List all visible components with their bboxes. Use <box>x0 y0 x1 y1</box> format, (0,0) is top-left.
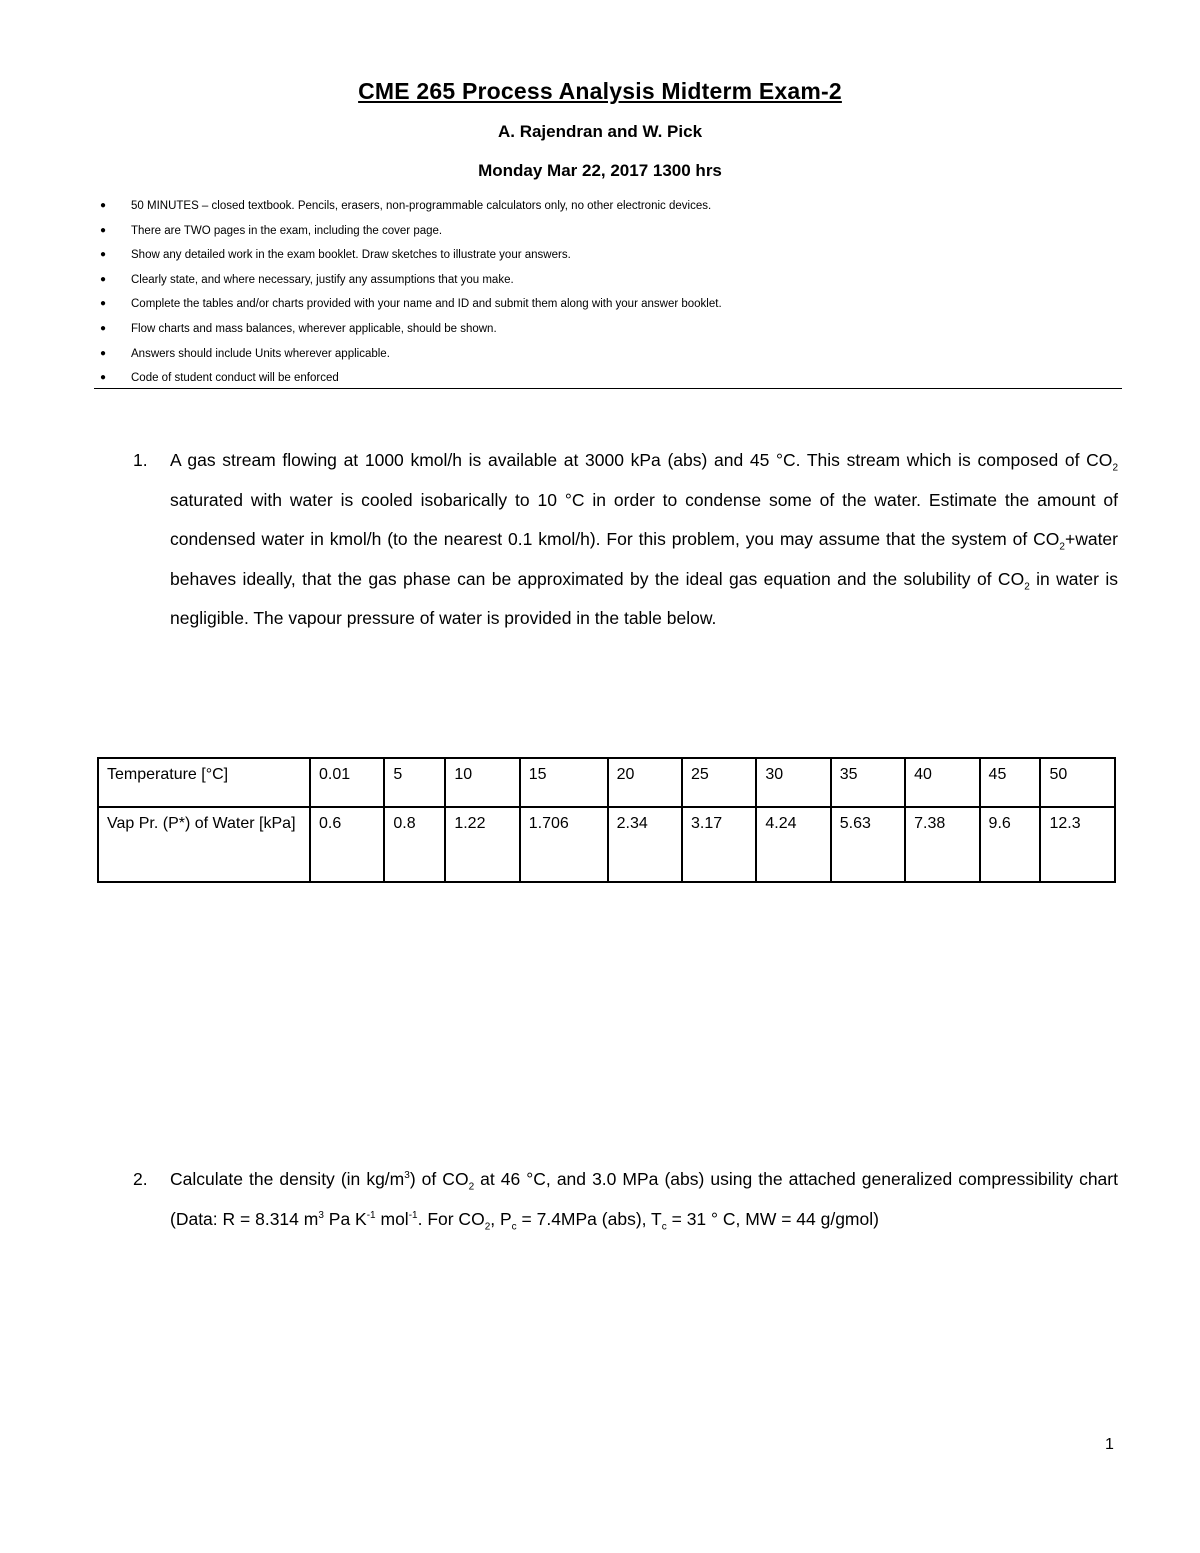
table-cell: 20 <box>608 758 682 807</box>
instruction-item: ● Answers should include Units wherever applicable. <box>96 344 1121 369</box>
bullet-icon: ● <box>100 298 107 310</box>
question-number: 2. <box>133 1169 148 1189</box>
table-cell: 1.22 <box>445 807 519 882</box>
bullet-icon: ● <box>100 200 107 211</box>
table-cell: 15 <box>520 758 608 807</box>
exam-title: CME 265 Process Analysis Midterm Exam-2 <box>358 78 842 104</box>
header-divider <box>94 388 1122 389</box>
question-2 <box>133 1160 1118 1239</box>
table-row <box>98 807 1115 882</box>
instruction-item: ● There are TWO pages in the exam, including the cover page. <box>96 221 1121 246</box>
table-cell: 2.34 <box>608 807 682 882</box>
table-cell: 0.8 <box>384 807 445 882</box>
instruction-item: ● 50 MINUTES – closed textbook. Pencils, erasers, non-programmable calculators only, no other electronic devices. <box>96 196 1121 221</box>
table-cell: 7.38 <box>905 807 979 882</box>
table-cell: 0.01 <box>310 758 384 807</box>
table-cell: 10 <box>445 758 519 807</box>
table-cell: 50 <box>1040 758 1115 807</box>
question-text: Calculate the density (in $kg/m^3$) of $CO_2$ at 46 °C, and 3.0 MPa (abs) using the attached generalized compressibility chart (Data: R = 8.314 $m^3$ Pa $K^{-1}$ mol$^{-1}$. For $CO_2$, $P_c = 7.4MPa$ (abs), $T_c = 31$ ° C, MW = 44 g/gmol) <box>170 1169 1118 1233</box>
vapour-pressure-table <box>97 757 1116 883</box>
instruction-item: ● Clearly state, and where necessary, justify any assumptions that you make. <box>96 270 1121 295</box>
instruction-item: ● Complete the tables and/or charts provided with your name and ID and submit them along with your answer booklet. <box>96 294 1121 319</box>
table-cell: 4.24 <box>756 807 830 882</box>
bullet-icon: ● <box>100 372 107 384</box>
row-header-temperature: Temperature [°C] <box>98 758 310 807</box>
row-header-vapour-pressure: Vap Pr. (P*) of Water [kPa] <box>98 807 310 882</box>
table-cell: 0.6 <box>310 807 384 882</box>
table-cell: 35 <box>831 758 905 807</box>
table-cell: 5 <box>384 758 445 807</box>
bullet-icon: ● <box>100 347 107 359</box>
table-cell: 12.3 <box>1040 807 1115 882</box>
bullet-icon: ● <box>100 224 107 236</box>
exam-date: Monday Mar 22, 2017 1300 hrs <box>478 161 722 180</box>
question-text: A gas stream flowing at 1000 kmol/h is available at 3000 kPa (abs) and 45 °C. This stream which is composed of $CO_2$ saturated with water is cooled isobarically to 10 °C in order to condense some of the water. Estimate the amount of condensed water in kmol/h (to the nearest 0.1 kmol/h). For this problem, you may assume that the system of $CO_2+water$ behaves ideally, that the gas phase can be approximated by the ideal gas equation and the solubility of $CO_2$ in water is negligible. The vapour pressure of water is provided in the table below. <box>170 450 1118 629</box>
instructions-list <box>96 196 1121 393</box>
table-cell: 30 <box>756 758 830 807</box>
page-number: 1 <box>1105 1436 1114 1453</box>
table-cell: 9.6 <box>980 807 1041 882</box>
question-number: 1. <box>133 450 148 470</box>
bullet-icon: ● <box>100 273 107 285</box>
instruction-item: ● Flow charts and mass balances, wherever applicable, should be shown. <box>96 319 1121 344</box>
instruction-item: ● Code of student conduct will be enforced <box>96 368 1121 393</box>
table-cell: 25 <box>682 758 756 807</box>
bullet-icon: ● <box>100 322 107 334</box>
exam-authors: A. Rajendran and W. Pick <box>497 122 703 141</box>
bullet-icon: ● <box>100 249 107 261</box>
table-cell: 45 <box>980 758 1041 807</box>
instruction-item: ● Show any detailed work in the exam booklet. Draw sketches to illustrate your answers. <box>96 245 1121 270</box>
question-1 <box>133 441 1118 639</box>
table-cell: 1.706 <box>520 807 608 882</box>
table-cell: 5.63 <box>831 807 905 882</box>
table-cell: 3.17 <box>682 807 756 882</box>
table-row <box>98 758 1115 807</box>
table-cell: 40 <box>905 758 979 807</box>
